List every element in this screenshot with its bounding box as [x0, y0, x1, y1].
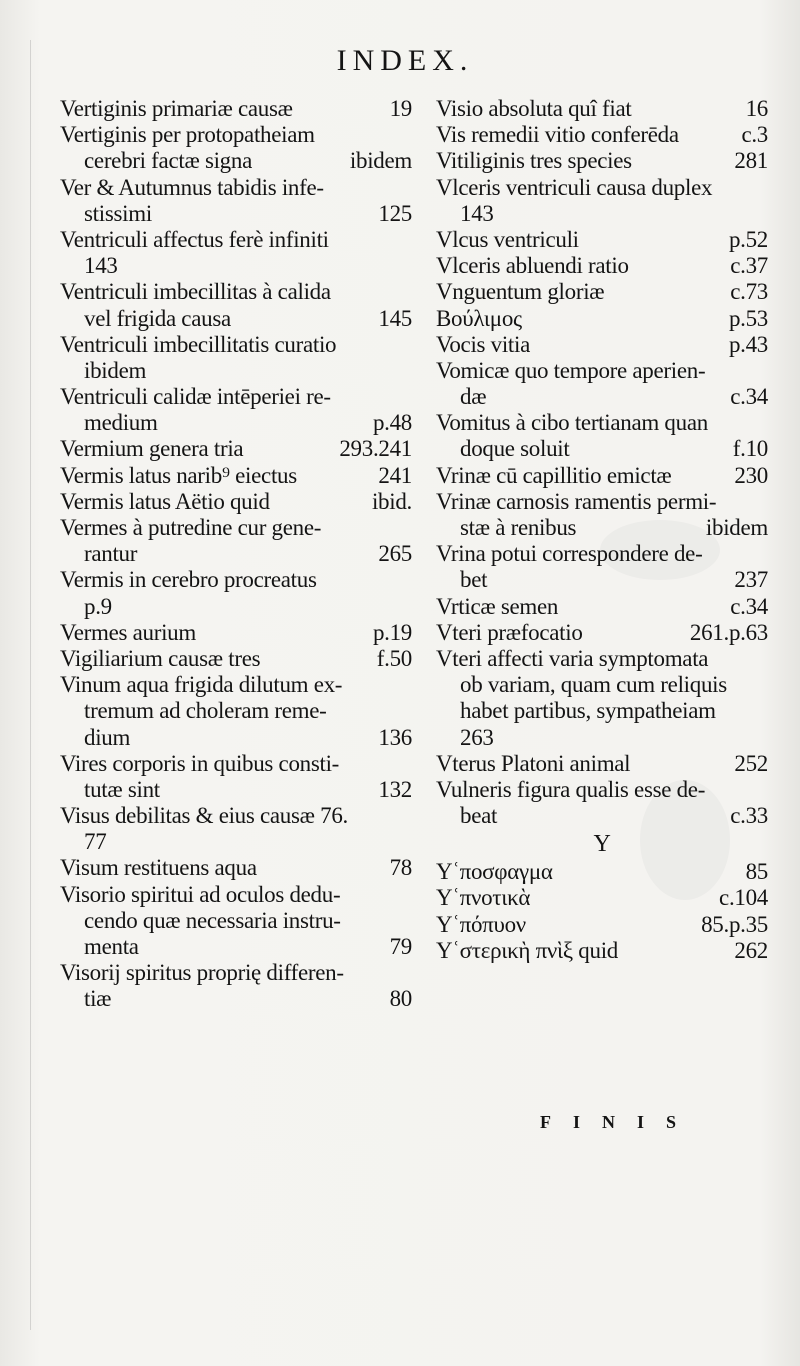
index-entry — [60, 672, 412, 751]
index-entry-text: Vnguentum gloriæ — [436, 279, 605, 305]
index-entry-text: Vlceris abluendi ratio — [436, 253, 629, 279]
index-entry-page: p.48 — [372, 410, 412, 436]
index-entry-text: Ventriculi imbecillitas à calida — [60, 279, 331, 305]
index-entry-text: Yʿστερικὴ πνὶξ quid — [436, 937, 618, 963]
index-entry-page: 261.p.63 — [689, 619, 768, 645]
index-entry-page: 265 — [378, 541, 412, 567]
index-entry-text: Visum restituens aqua — [60, 855, 257, 881]
index-entry-text: Vermis latus narib⁹ eiectus — [60, 462, 297, 488]
index-entry-text: Vigiliarium causæ tres — [60, 645, 261, 671]
index-entry — [436, 646, 768, 751]
index-entry-text: Visorio spiritui ad oculos dedu- — [60, 881, 341, 907]
index-entry-text: Yʿπνοτικὰ — [436, 885, 531, 911]
index-entry-text: Vterus Platoni animal — [436, 750, 631, 776]
index-entry-page: ibidem — [349, 148, 412, 174]
index-entry-page: p.19 — [372, 619, 412, 645]
index-entry-text: vel frigida causa — [84, 305, 231, 331]
index-entry-page: 230 — [734, 462, 768, 488]
index-entry-text: Vires corporis in quibus consti- — [60, 750, 340, 776]
index-entry-text: Vitiliginis tres species — [436, 148, 632, 174]
index-entry — [436, 122, 768, 148]
index-entry — [60, 227, 412, 279]
index-entry-text: doque soluit — [460, 436, 570, 462]
index-entry-text: Vertiginis primariæ causæ — [60, 96, 293, 121]
finis-footer: FINIS — [540, 1112, 699, 1132]
index-entry-page: 293.241 — [339, 436, 412, 462]
index-column-right — [436, 96, 768, 964]
index-entry-text: stæ à renibus — [460, 515, 577, 540]
index-entry — [436, 912, 768, 938]
index-entry-text: 143 — [84, 253, 118, 279]
index-entry — [436, 410, 768, 462]
index-entry-page: 79 — [389, 934, 412, 959]
index-entry-page: 145 — [378, 305, 412, 331]
index-entry-text: bet — [460, 567, 488, 593]
index-entry-text: stissimi — [84, 200, 152, 226]
letter-heading-y: Y — [593, 831, 611, 858]
index-entry-page: c.104 — [719, 885, 768, 911]
index-entry-text: Vermes aurium — [60, 619, 196, 645]
index-entry-text: ob variam, quam cum reliquis — [460, 672, 727, 698]
index-entry-text: 263 — [460, 724, 494, 750]
index-entry — [60, 646, 412, 672]
index-entry-text: Visio absoluta quî fiat — [436, 96, 632, 121]
index-entry — [436, 594, 768, 620]
index-entry-page: p.53 — [728, 305, 768, 331]
index-entry-text: Vrina potui correspondere de- — [436, 541, 703, 567]
index-entry-page: c.73 — [730, 279, 768, 305]
index-entry — [436, 358, 768, 410]
index-entry-text: ibidem — [84, 357, 147, 383]
index-entry-page: 80 — [389, 986, 412, 1012]
index-entry — [436, 489, 768, 541]
index-entry-text: dium — [84, 724, 131, 750]
index-entry-text: Vlceris ventriculi causa duplex — [436, 174, 713, 200]
index-entry-page: 237 — [734, 567, 768, 593]
index-entry — [436, 777, 768, 829]
index-entry-text: cerebri factæ signa — [84, 148, 252, 174]
index-entry — [436, 253, 768, 279]
index-entry — [436, 148, 768, 174]
index-entry — [436, 463, 768, 489]
index-entry — [60, 332, 412, 384]
index-entry — [436, 620, 768, 646]
index-entry — [60, 855, 412, 881]
index-column-left — [60, 96, 412, 1013]
index-entry — [436, 885, 768, 911]
index-entry-text: Vomitus à cibo tertianam quan — [436, 410, 708, 436]
index-entry-page: ibid. — [371, 488, 412, 514]
index-entry — [60, 567, 412, 619]
index-entry-text: Yʿποσφαγμα — [436, 859, 553, 885]
index-entry-text: medium — [84, 410, 158, 436]
index-entry — [436, 96, 768, 122]
index-entry-page: c.37 — [730, 253, 768, 279]
index-entry-text: Vrinæ cū capillitio emictæ — [436, 462, 672, 488]
index-entry — [60, 384, 412, 436]
index-entry — [60, 515, 412, 567]
index-entry — [60, 803, 412, 855]
index-entry-text: habet partibus, sympatheiam — [460, 698, 716, 724]
index-entry-page: f.10 — [732, 436, 768, 462]
index-entry-text: Βούλιμος — [436, 305, 522, 331]
index-entry-text: Vis remedii vitio conferēda — [436, 122, 679, 148]
index-entry — [436, 859, 768, 885]
index-entry-text: Ventriculi imbecillitatis curatio — [60, 331, 337, 357]
index-entry-text: dæ — [460, 384, 487, 410]
index-entry — [60, 96, 412, 122]
index-entry — [436, 306, 768, 332]
index-entry-text: Vulneris figura qualis esse de- — [436, 776, 706, 802]
index-entry-text: Vertiginis per protopatheiam — [60, 122, 315, 148]
index-entry-text: Visorij spiritus proprię differen- — [60, 960, 344, 986]
index-entry — [60, 751, 412, 803]
index-entry-page: 125 — [378, 200, 412, 226]
page-title: INDEX. — [336, 44, 474, 77]
index-entry — [436, 175, 768, 227]
index-entry-page: f.50 — [376, 645, 412, 671]
index-entry-page: 85 — [745, 859, 768, 885]
index-entry-text: cendo quæ necessaria instru- — [84, 907, 341, 933]
index-entry-text: Vrinæ carnosis ramentis permi- — [436, 488, 717, 514]
index-entry-text: beat — [460, 803, 498, 829]
index-entry-text: Visus debilitas & eius causæ 76. — [60, 803, 348, 829]
index-entry-text: 143 — [460, 200, 494, 226]
index-entry — [60, 620, 412, 646]
index-entry-text: Vinum aqua frigida dilutum ex- — [60, 672, 343, 698]
index-entry-text: rantur — [84, 541, 138, 567]
index-entry-text: Vlcus ventriculi — [436, 226, 579, 252]
index-entry — [60, 882, 412, 961]
index-entry-text: Ventriculi affectus ferè infiniti — [60, 226, 329, 252]
index-entry-text: Vermis latus Aëtio quid — [60, 488, 270, 514]
index-entry-page: c.34 — [730, 593, 768, 619]
index-entry — [60, 122, 412, 174]
index-entry-page: c.3 — [741, 122, 768, 148]
index-entry-page: 252 — [734, 750, 768, 776]
index-entry-text: Vomicæ quo tempore aperien- — [436, 357, 706, 383]
index-entry-page: 241 — [378, 462, 412, 488]
index-entry-page: 78 — [389, 855, 412, 881]
index-entry-page: c.34 — [730, 384, 768, 410]
index-entry-page: 262 — [734, 937, 768, 963]
index-entry-page: 16 — [745, 96, 768, 121]
index-entry-page: p.43 — [728, 331, 768, 357]
index-entry-text: Vermes à putredine cur gene- — [60, 515, 322, 540]
index-entry-text: Vteri præfocatio — [436, 619, 583, 645]
index-entry — [60, 436, 412, 462]
index-entry-text: Ventriculi calidæ intēperiei re- — [60, 384, 331, 410]
index-entry-text: tutæ sint — [84, 776, 160, 802]
index-entry — [60, 175, 412, 227]
index-entry-page: ibidem — [705, 515, 768, 540]
index-entry-text: Vocis vitia — [436, 331, 531, 357]
index-entry-text: Vermium genera tria — [60, 436, 244, 462]
gutter-shadow — [30, 40, 31, 1330]
index-entry-page: c.33 — [730, 803, 768, 829]
index-entry-text: Vrticæ semen — [436, 593, 559, 619]
index-entry — [60, 489, 412, 515]
index-entry-text: Yʿπόπυον — [436, 911, 526, 937]
index-entry-text: tremum ad choleram reme- — [84, 698, 327, 724]
index-entry-text: Ver & Autumnus tabidis infe- — [60, 174, 324, 200]
index-entry-page: p.52 — [728, 226, 768, 252]
index-entry-page: 132 — [378, 776, 412, 802]
index-entry — [436, 279, 768, 305]
index-entry — [60, 960, 412, 1012]
index-entry-text: 77 — [84, 829, 107, 855]
index-entry — [436, 751, 768, 777]
index-entry-page: 136 — [378, 724, 412, 750]
index-entry — [436, 938, 768, 964]
index-entry-text: Vermis in cerebro procreatus — [60, 567, 317, 593]
index-entry-page: 281 — [734, 148, 768, 174]
index-entry — [436, 227, 768, 253]
index-entry-page: 19 — [389, 96, 412, 121]
index-entry — [60, 279, 412, 331]
index-entry — [436, 332, 768, 358]
index-entry — [436, 541, 768, 593]
index-entry — [60, 463, 412, 489]
index-entry-text: menta — [84, 934, 139, 959]
index-entry-text: tiæ — [84, 986, 112, 1012]
index-entry-text: p.9 — [84, 593, 112, 619]
index-entry-text: Vteri affecti varia symptomata — [436, 645, 709, 671]
index-entry-page: 85.p.35 — [701, 911, 768, 937]
